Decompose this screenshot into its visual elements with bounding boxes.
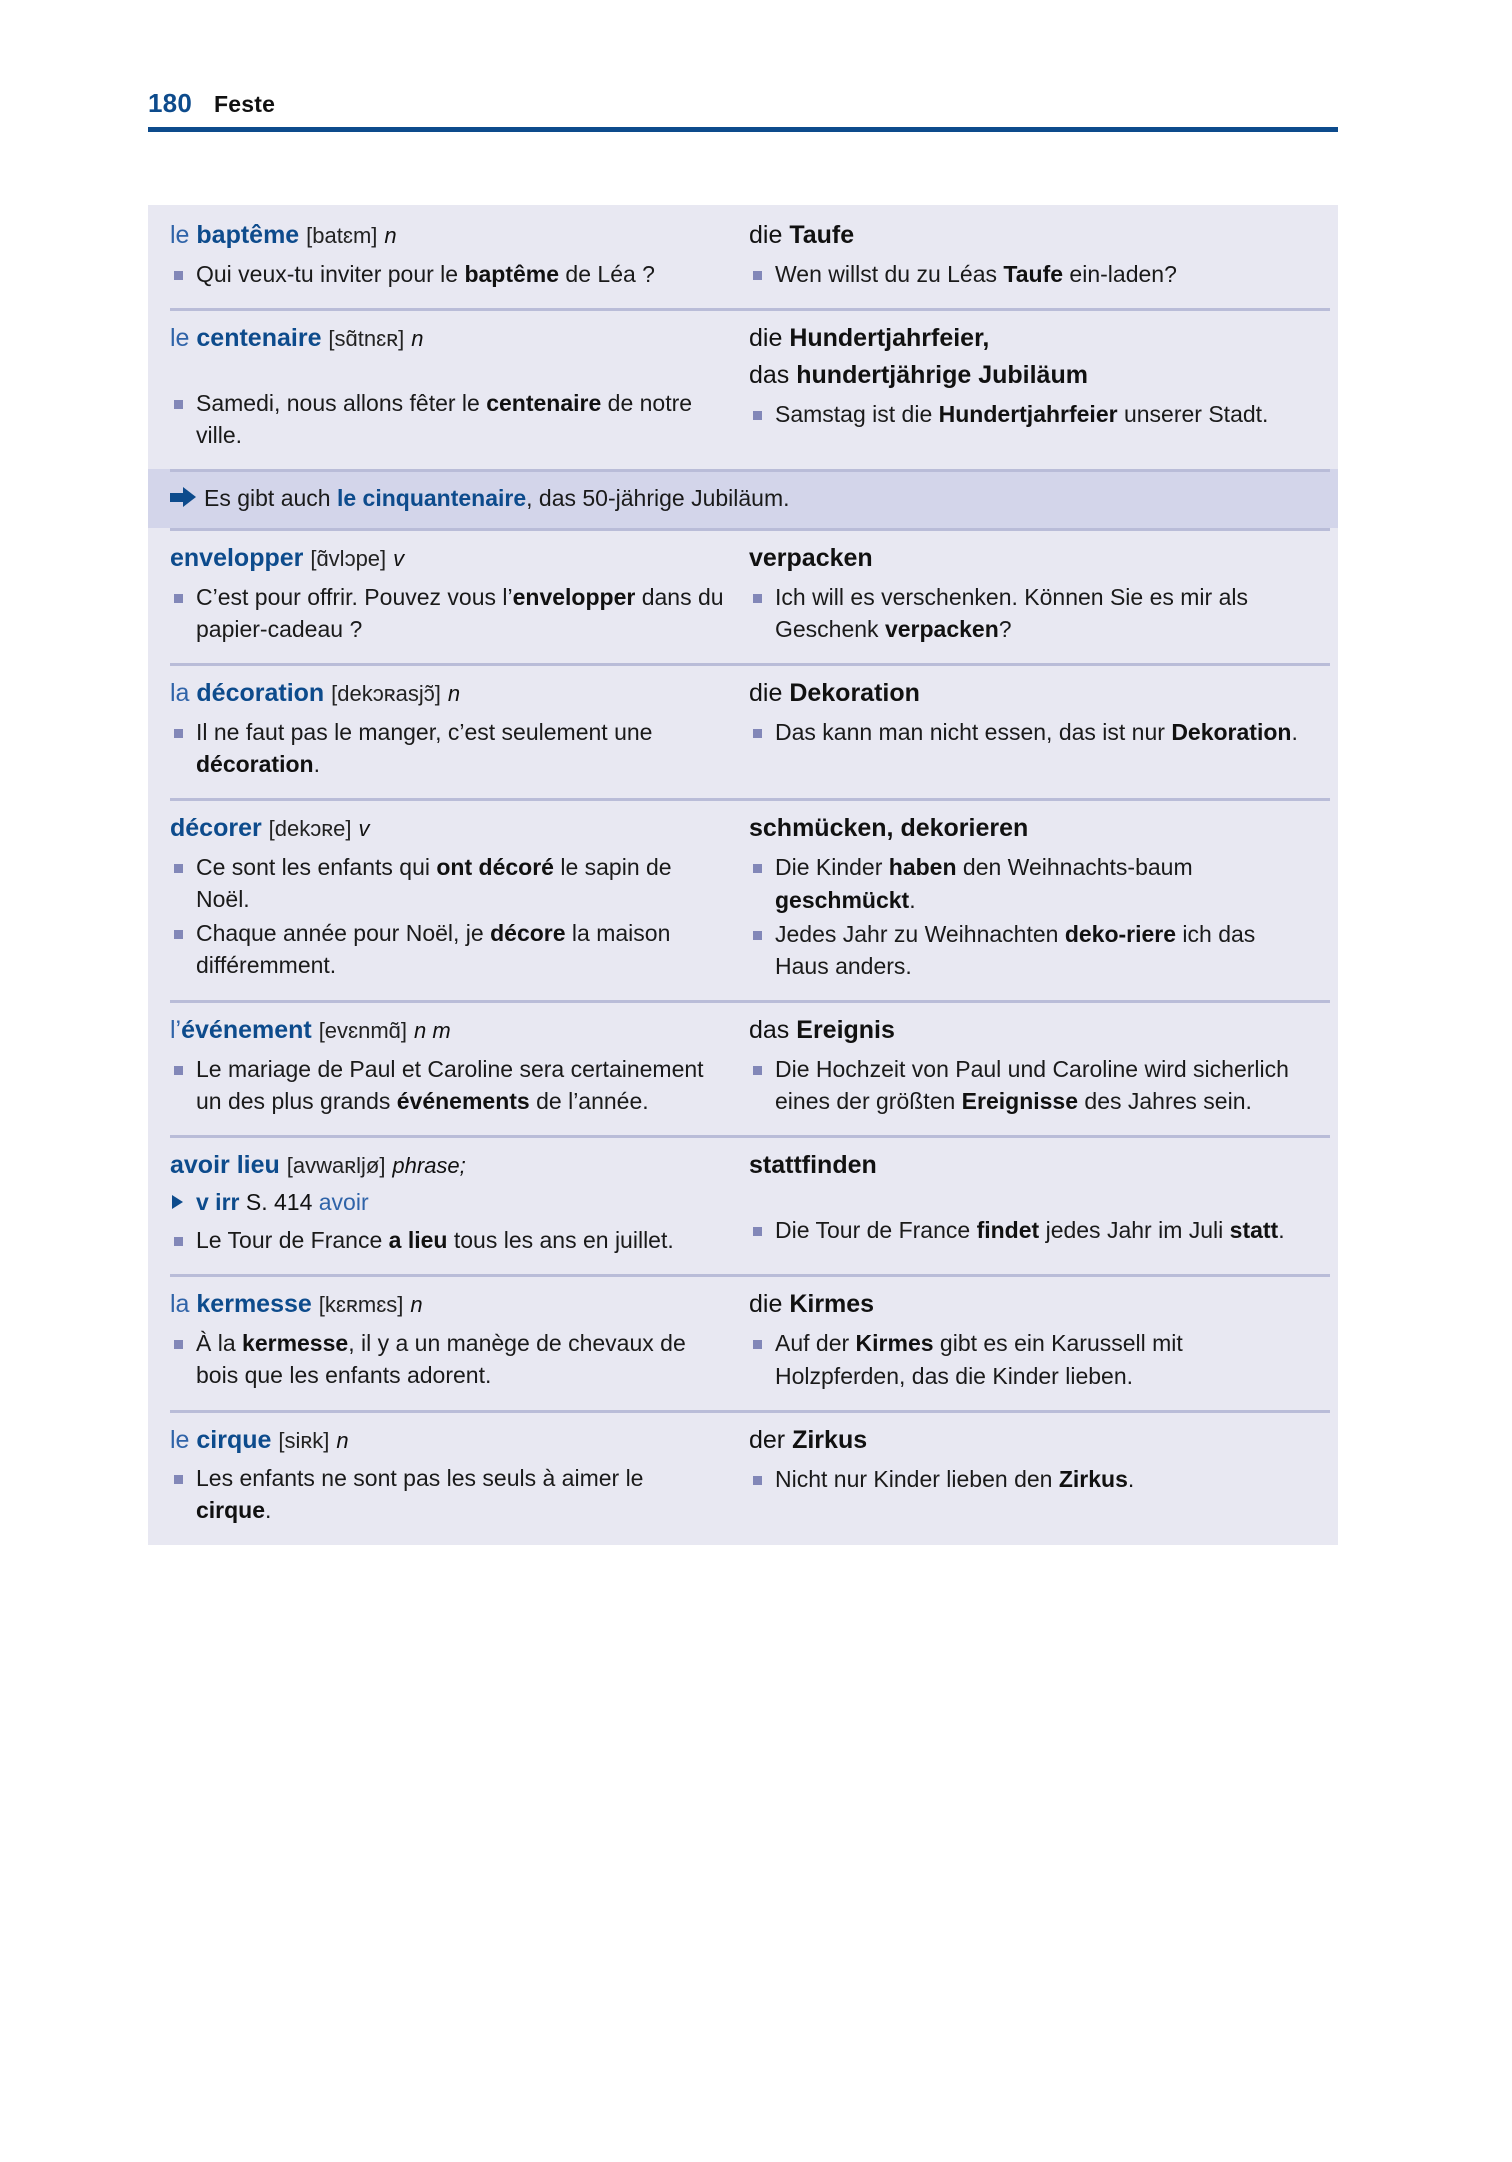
example-list <box>170 1224 725 1256</box>
headword[interactable]: kermesse <box>196 1290 312 1319</box>
translation: Ereignis <box>796 1016 895 1045</box>
example-keyword: ont décoré <box>436 853 554 880</box>
entry-source-column <box>148 1288 743 1393</box>
headword-line <box>170 1014 725 1047</box>
header-line <box>148 88 1338 127</box>
german-article: die <box>749 679 790 708</box>
example-text-tail: des Jahres sein. <box>1078 1088 1252 1115</box>
list-item <box>170 258 725 290</box>
example-keyword: baptême <box>464 260 560 287</box>
example-list <box>170 581 725 645</box>
headword-line <box>170 812 725 845</box>
example-keyword: décoration <box>196 751 314 778</box>
list-item <box>170 1462 725 1526</box>
article: la <box>170 1290 197 1319</box>
example-keyword: a lieu <box>388 1227 448 1254</box>
pronunciation: [batɛm] <box>306 223 378 248</box>
entry-source-column <box>148 677 743 782</box>
example-text-tail: ich das Haus anders. <box>775 920 1256 979</box>
dictionary-entry-kermesse[interactable] <box>148 1274 1338 1409</box>
example-text-tail: gibt es ein Karussell mit Holzpferden, das die Kinder lieben. <box>775 1330 1183 1389</box>
part-of-speech: n <box>411 326 424 352</box>
example-list <box>170 716 725 780</box>
headword-line <box>170 1149 725 1182</box>
article: le <box>170 1425 197 1454</box>
example-text: Wen willst du zu Léas <box>775 261 1004 287</box>
example-text: Ich will es verschenken. Können Sie es mir als Geschenk <box>775 584 1248 643</box>
entry-list <box>148 205 1338 1545</box>
example-text-tail: de l’année. <box>529 1087 649 1114</box>
entry-source-column <box>148 1149 743 1258</box>
example-text-mid: jedes Jahr im Juli <box>1039 1217 1230 1244</box>
german-article-secondary: das <box>749 361 797 390</box>
german-article: das <box>749 1016 797 1045</box>
example-list <box>749 258 1314 290</box>
translation-secondary: hundertjährige Jubiläum <box>796 361 1088 390</box>
example-text: Ce sont les enfants qui <box>196 853 437 880</box>
example-text: Le Tour de France <box>196 1227 389 1254</box>
example-text-tail: . <box>1278 1217 1285 1244</box>
example-text: Il ne faut pas le manger, c’est seulement une <box>196 718 653 745</box>
headword-line <box>170 1424 725 1457</box>
dictionary-entry-avoir-lieu[interactable] <box>148 1135 1338 1274</box>
example-text-tail: ? <box>998 616 1012 643</box>
example-keyword: findet <box>976 1217 1040 1244</box>
example-text-tail: unserer Stadt. <box>1117 401 1269 428</box>
example-text: Das kann man nicht essen, das ist nur <box>775 719 1172 746</box>
example-list <box>170 1053 725 1117</box>
part-of-speech: n <box>447 681 461 707</box>
arrow-right-icon <box>170 482 204 512</box>
example-list <box>170 851 725 982</box>
headword[interactable]: décoration <box>196 679 325 708</box>
translation-line <box>749 1149 1314 1182</box>
headword[interactable]: cirque <box>196 1425 272 1454</box>
pronunciation: [sɑ̃tnɛʀ] <box>328 326 405 352</box>
list-item <box>749 716 1314 748</box>
translation-line <box>749 677 1314 710</box>
pronunciation: [evɛnmɑ̃] <box>318 1018 408 1044</box>
headword-line <box>170 542 725 575</box>
example-text: Le mariage de Paul et Caroline sera certainement un des plus grands <box>196 1055 704 1114</box>
entry-source-column <box>148 542 743 647</box>
headword-line <box>170 1288 725 1321</box>
dictionary-entry-cirque[interactable] <box>148 1410 1338 1545</box>
dictionary-entry-bapteme[interactable] <box>148 205 1338 308</box>
german-article: der <box>749 1425 793 1454</box>
list-item <box>170 387 725 451</box>
example-list <box>749 398 1314 430</box>
note-text <box>204 482 790 514</box>
example-text-tail: de Léa ? <box>559 260 655 287</box>
part-of-speech: v <box>393 546 405 572</box>
example-text-tail: . <box>909 886 916 913</box>
entry-source-column <box>148 219 743 292</box>
example-text: Les enfants ne sont pas les seuls à aimer le <box>196 1465 644 1492</box>
example-text-tail: le sapin de Noël. <box>196 853 672 913</box>
header-divider <box>148 127 1338 132</box>
example-text: Die Hochzeit von Paul und Caroline wird sicherlich eines der größten <box>775 1056 1289 1115</box>
headword-line <box>170 322 725 355</box>
example-list <box>749 716 1314 748</box>
note-box <box>148 469 1338 528</box>
note-highlight[interactable]: le cinquantenaire <box>336 485 527 512</box>
cross-reference[interactable] <box>170 1186 725 1218</box>
example-text-tail: . <box>313 751 320 778</box>
article: le <box>170 221 197 249</box>
translation-line <box>749 219 1314 252</box>
example-text: Auf der <box>775 1330 856 1357</box>
list-item <box>749 398 1314 430</box>
translation-line <box>749 322 1314 355</box>
example-keyword: kermesse <box>242 1329 349 1356</box>
dictionary-entry-decoration[interactable] <box>148 663 1338 798</box>
example-text-mid: den Weihnachts-baum <box>956 854 1193 881</box>
example-keyword: Kirmes <box>855 1330 934 1357</box>
entry-target-column <box>743 1149 1338 1258</box>
dictionary-entry-evenement[interactable] <box>148 1000 1338 1135</box>
xref-page: S. 414 <box>245 1188 313 1215</box>
example-list <box>170 1462 725 1526</box>
translation-line <box>749 542 1314 575</box>
entry-target-column <box>743 1424 1338 1529</box>
example-list <box>749 1053 1314 1117</box>
list-item <box>170 1224 725 1256</box>
translation: Zirkus <box>792 1425 868 1454</box>
entry-source-column <box>148 812 743 984</box>
example-keyword: événements <box>396 1087 530 1114</box>
article: l’ <box>170 1016 182 1045</box>
example-list <box>749 581 1314 645</box>
translation: Taufe <box>789 221 855 249</box>
example-list <box>749 1327 1314 1391</box>
entry-source-column <box>148 1014 743 1119</box>
example-list <box>749 1214 1314 1246</box>
example-keyword-2: geschmückt <box>775 886 910 913</box>
example-keyword: Hundertjahrfeier <box>938 401 1118 428</box>
example-text-tail: ein-laden? <box>1063 261 1177 287</box>
example-keyword: décore <box>490 920 566 947</box>
xref-tag: v irr <box>196 1188 240 1215</box>
german-article: die <box>749 324 790 353</box>
pronunciation: [kɛʀmɛs] <box>318 1292 404 1318</box>
part-of-speech: phrase; <box>392 1153 466 1179</box>
list-item <box>170 851 725 915</box>
translation-line <box>749 1014 1314 1047</box>
headword[interactable]: avoir lieu <box>170 1151 280 1180</box>
dictionary-entry-centenaire[interactable] <box>148 308 1338 469</box>
headword[interactable]: décorer <box>170 814 262 843</box>
list-item <box>170 1053 725 1117</box>
section-title: Feste <box>213 91 276 117</box>
note-text-post: , das 50-jährige Jubiläum. <box>526 485 790 512</box>
translation-line <box>749 812 1314 845</box>
dictionary-entry-decorer[interactable] <box>148 798 1338 1000</box>
part-of-speech: v <box>358 816 370 842</box>
example-keyword-2: statt <box>1229 1217 1279 1244</box>
example-text: Samedi, nous allons fêter le <box>196 389 487 416</box>
part-of-speech: n <box>336 1427 349 1453</box>
pronunciation: [dekɔʀasjɔ̃] <box>331 681 441 707</box>
page-number: 180 <box>148 88 192 118</box>
example-text-tail: de notre ville. <box>196 389 693 448</box>
article: le <box>170 324 197 353</box>
example-keyword: verpacken <box>884 616 999 643</box>
spacer <box>749 1186 1314 1208</box>
list-item <box>170 1327 725 1391</box>
example-text: Qui veux-tu inviter pour le <box>196 260 465 287</box>
example-text: Samstag ist die <box>775 401 939 428</box>
headword-line <box>170 219 725 252</box>
list-item <box>749 1053 1314 1117</box>
example-list <box>170 258 725 290</box>
list-item <box>749 1463 1314 1495</box>
list-item <box>170 716 725 780</box>
german-article: die <box>749 221 790 249</box>
headword[interactable]: centenaire <box>196 324 322 353</box>
example-text: Die Kinder <box>775 854 889 881</box>
list-item <box>749 918 1314 982</box>
list-item <box>749 1214 1314 1246</box>
entry-target-column <box>743 1014 1338 1119</box>
entry-target-column <box>743 322 1338 453</box>
example-text: À la <box>196 1329 243 1356</box>
example-text-tail: . <box>265 1497 272 1524</box>
page-header <box>148 88 1338 132</box>
list-item <box>749 1327 1314 1391</box>
dictionary-entry-envelopper[interactable] <box>148 528 1338 663</box>
xref-link[interactable]: avoir <box>318 1188 369 1215</box>
example-list <box>749 1463 1314 1495</box>
entry-target-column <box>743 542 1338 647</box>
example-keyword: Ereignisse <box>961 1088 1079 1115</box>
example-text: C’est pour offrir. Pouvez vous l’ <box>196 583 513 610</box>
example-text: Die Tour de France <box>775 1217 977 1244</box>
translation-line-secondary <box>749 359 1314 392</box>
example-text-tail: tous les ans en juillet. <box>447 1227 674 1254</box>
headword[interactable]: événement <box>181 1016 312 1045</box>
translation: stattfinden <box>749 1151 877 1180</box>
example-text-tail: , il y a un manège de chevaux de bois que les enfants adorent. <box>196 1329 686 1389</box>
headword[interactable]: baptême <box>196 221 300 249</box>
list-item <box>170 917 725 981</box>
example-keyword: cirque <box>196 1497 266 1524</box>
pronunciation: [ɑ̃vlɔpe] <box>310 546 387 572</box>
entry-source-column <box>148 1424 743 1529</box>
example-text: Jedes Jahr zu Weihnachten <box>775 920 1065 947</box>
example-text: Nicht nur Kinder lieben den <box>775 1465 1059 1492</box>
german-article: die <box>749 1290 790 1319</box>
example-keyword: centenaire <box>486 389 602 416</box>
example-text-tail: la maison différemment. <box>196 920 671 979</box>
example-keyword: Dekoration <box>1171 719 1292 746</box>
example-text-tail: dans du papier-cadeau ? <box>196 583 724 642</box>
translation-line <box>749 1424 1314 1457</box>
example-list <box>170 1327 725 1391</box>
triangle-right-icon <box>172 1195 183 1209</box>
entry-target-column <box>743 677 1338 782</box>
entry-target-column <box>743 219 1338 292</box>
list-item <box>749 258 1314 290</box>
headword[interactable]: envelopper <box>170 544 304 573</box>
translation-line <box>749 1288 1314 1321</box>
part-of-speech: n m <box>413 1018 451 1044</box>
translation: schmücken, dekorieren <box>749 814 1029 843</box>
example-text: Chaque année pour Noël, je <box>196 920 491 947</box>
part-of-speech: n <box>384 223 397 248</box>
note-text-pre: Es gibt auch <box>204 485 337 512</box>
translation: Dekoration <box>789 679 920 708</box>
pronunciation: [avwaʀljø] <box>286 1153 386 1179</box>
example-list <box>749 851 1314 982</box>
example-list <box>170 387 725 451</box>
spacer <box>170 359 725 381</box>
pronunciation: [siʀk] <box>278 1427 330 1453</box>
list-item <box>749 581 1314 645</box>
example-text-tail: . <box>1291 719 1298 746</box>
entry-target-column <box>743 812 1338 984</box>
example-keyword: Taufe <box>1003 261 1064 287</box>
translation: verpacken <box>749 544 873 573</box>
example-keyword: envelopper <box>512 583 636 610</box>
entry-target-column <box>743 1288 1338 1393</box>
example-keyword: haben <box>888 854 957 881</box>
example-keyword: deko-riere <box>1064 920 1177 947</box>
translation: Kirmes <box>789 1290 875 1319</box>
article: la <box>170 679 197 708</box>
pronunciation: [dekɔʀe] <box>268 816 352 842</box>
example-keyword: Zirkus <box>1058 1465 1128 1492</box>
list-item <box>749 851 1314 915</box>
entry-source-column <box>148 322 743 453</box>
headword-line <box>170 677 725 710</box>
part-of-speech: n <box>410 1292 423 1318</box>
translation: Hundertjahrfeier, <box>789 324 990 353</box>
list-item <box>170 581 725 645</box>
example-text-tail: . <box>1127 1465 1135 1492</box>
